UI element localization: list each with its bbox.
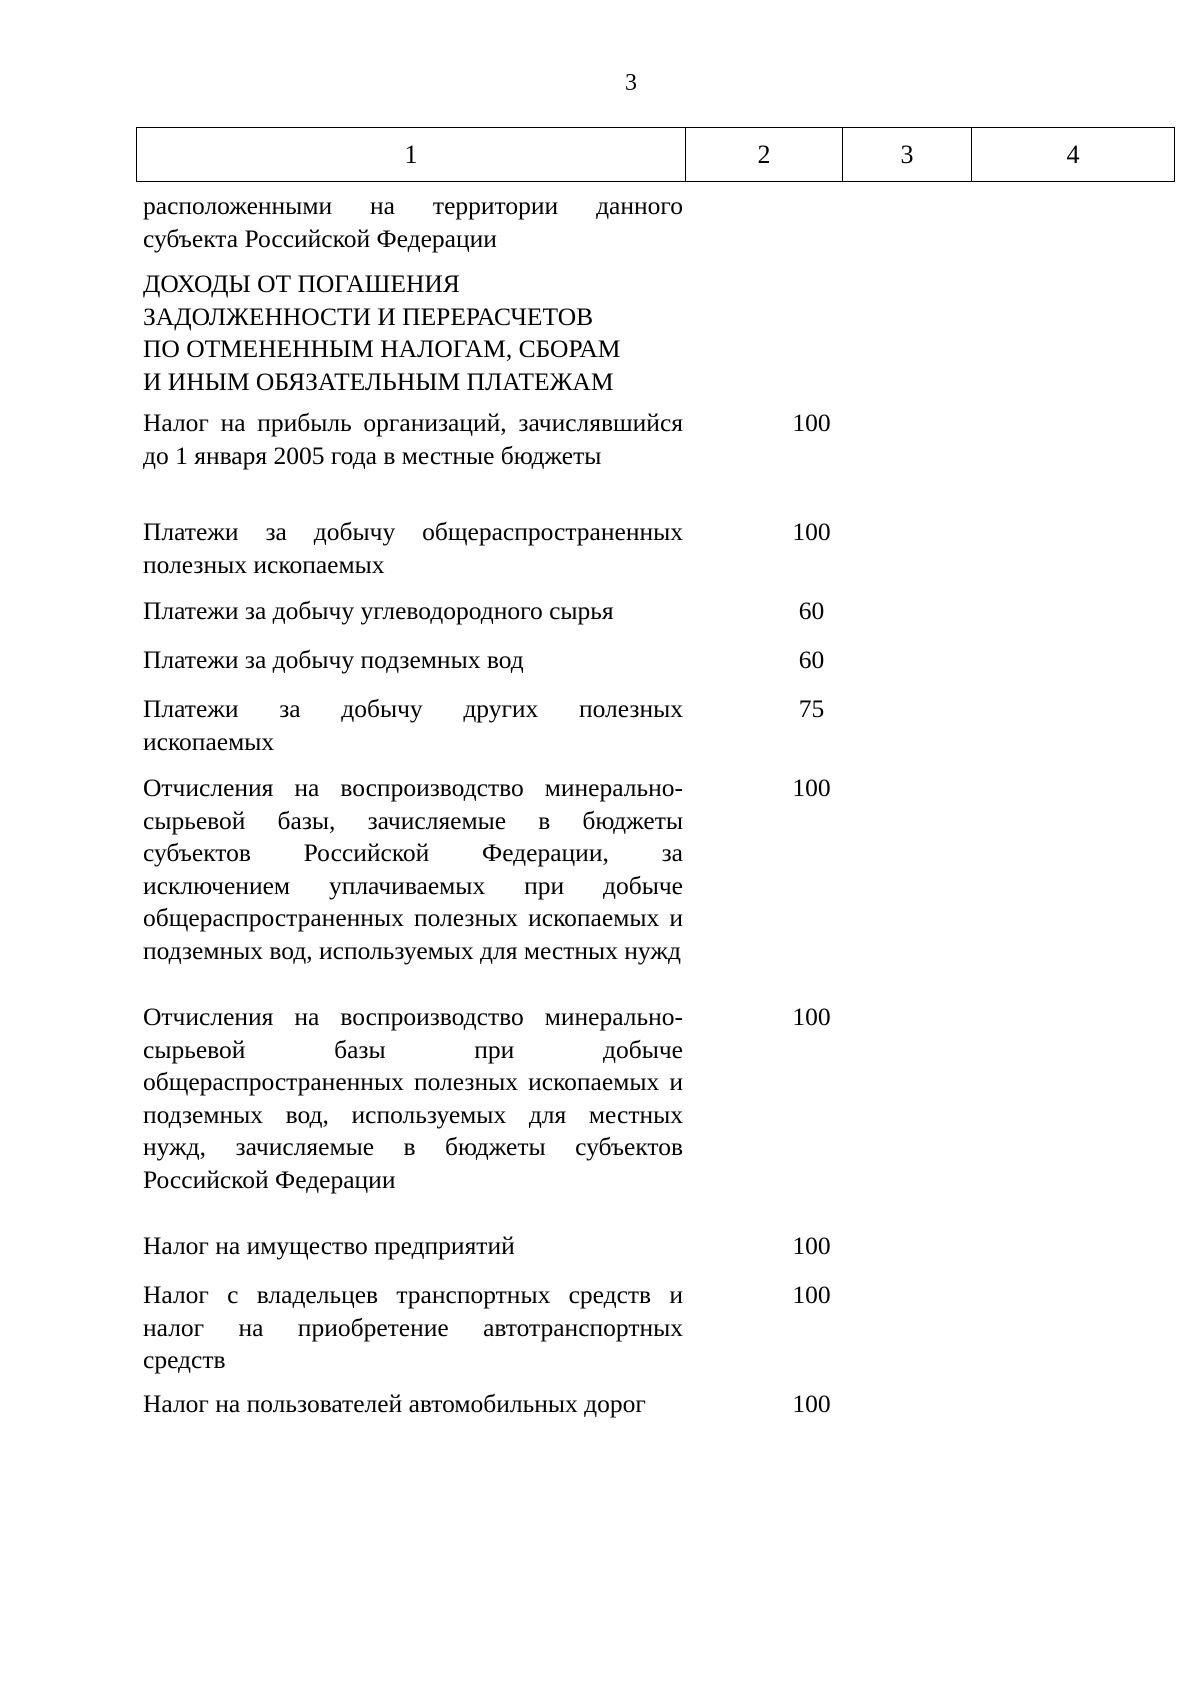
section-heading-line: И ИНЫМ ОБЯЗАТЕЛЬНЫМ ПЛАТЕЖАМ [143, 366, 614, 396]
column-header-1: 1 [137, 128, 686, 182]
table-row [143, 772, 904, 1001]
table-row [143, 1388, 904, 1467]
table-row [143, 516, 904, 595]
row-value: 100 [792, 517, 831, 546]
row-value: 75 [798, 694, 825, 723]
row-text: Налог на пользователей автомобильных дорог [143, 1389, 646, 1418]
section-heading-line: ДОХОДЫ ОТ ПОГАШЕНИЯ [143, 269, 460, 298]
table-body [143, 190, 904, 1467]
column-header-2: 2 [686, 128, 843, 182]
section-heading [143, 268, 703, 398]
table-row [143, 1230, 904, 1279]
row-value: 100 [792, 1231, 831, 1260]
table-row [143, 644, 904, 693]
row-text: Платежи за добычу подземных вод [143, 645, 524, 674]
row-text: Налог на прибыль организаций, зачислявшийся до 1 января 2005 года в местные бюджеты [143, 408, 683, 470]
row-text: Налог с владельцев транспортных средств и налог на приобретение автотранспортных средств [143, 1280, 683, 1374]
row-text: Налог на имущество предприятий [143, 1231, 515, 1260]
row-text: Платежи за добычу углеводородного сырья [143, 596, 614, 625]
row-text: Платежи за добычу общераспространенных полезных ископаемых [143, 517, 683, 579]
column-header-4: 4 [972, 128, 1175, 182]
table-row [143, 1001, 904, 1230]
table-row [143, 595, 904, 644]
row-value: 100 [792, 1389, 831, 1418]
column-header-table [136, 127, 1175, 182]
row-value: 100 [792, 773, 831, 802]
table-row [143, 693, 904, 772]
row-value: 100 [792, 408, 831, 437]
column-header-row [137, 128, 1175, 182]
row-value: 100 [792, 1280, 831, 1309]
continuation-row [143, 190, 904, 256]
column-header-3: 3 [843, 128, 972, 182]
row-text: Отчисления на воспроизводство минерально-сырьевой базы, зачисляемые в бюджеты субъектов Российской Федерации, за исключением уплачиваемых при добыче общераспространенных полезных ископаемых и подземных вод, используемых для местных нужд [143, 773, 683, 965]
table-row [143, 1279, 904, 1388]
row-value: 100 [792, 1002, 831, 1031]
continuation-text: расположенными на территории данного субъекта Российской Федерации [143, 191, 683, 253]
row-text: Платежи за добычу других полезных ископаемых [143, 694, 683, 756]
row-value: 60 [798, 645, 825, 674]
row-value: 60 [798, 596, 825, 625]
row-text: Отчисления на воспроизводство минерально-сырьевой базы при добыче общераспространенных полезных ископаемых и подземных вод, используемых для местных нужд, зачисляемые в бюджеты субъектов Российской Федерации [143, 1002, 683, 1194]
page-number: 3 [625, 70, 637, 96]
section-heading-line: ПО ОТМЕНЕННЫМ НАЛОГАМ, СБОРАМ [143, 334, 621, 363]
section-heading-row [143, 268, 904, 407]
section-heading-line: ЗАДОЛЖЕННОСТИ И ПЕРЕРАСЧЕТОВ [143, 301, 594, 331]
table-row [143, 407, 904, 516]
